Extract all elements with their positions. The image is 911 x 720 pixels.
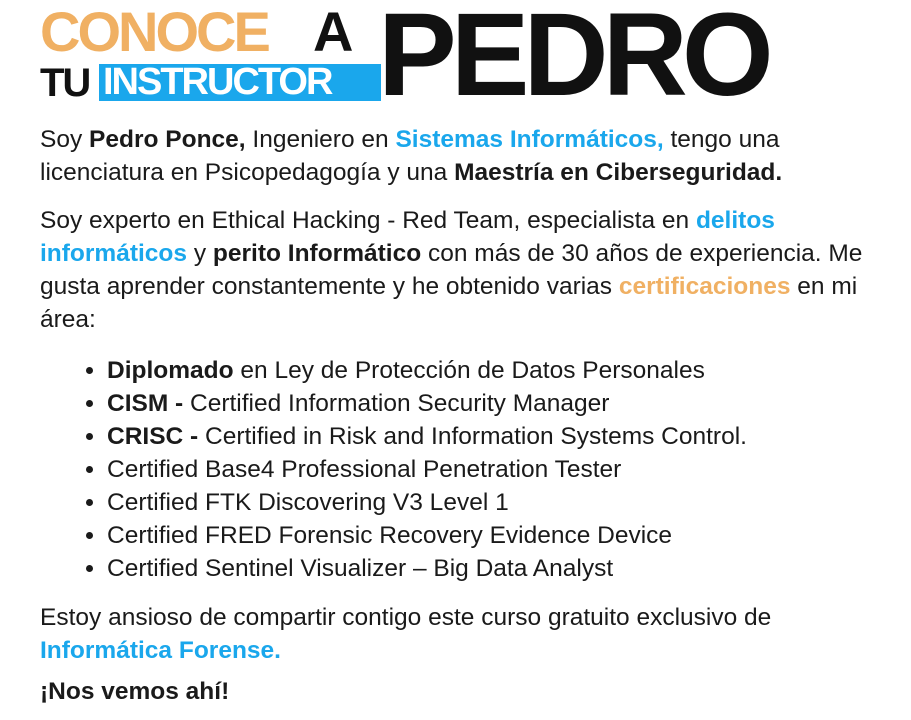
experience-text-2: y	[187, 240, 213, 267]
intro-paragraph	[40, 123, 890, 189]
hero-instructor-banner: INSTRUCTOR	[99, 64, 381, 101]
list-item	[107, 552, 890, 585]
cert-text: Certified in Risk and Information Systems Control.	[198, 423, 747, 450]
hero-a: A	[313, 0, 354, 63]
intro-maestria: Maestría en Ciberseguridad.	[454, 159, 783, 186]
experience-paragraph	[40, 204, 890, 336]
intro-text-1: Soy	[40, 126, 90, 153]
experience-text-1: Soy experto en Ethical Hacking - Red Team, especialista en	[40, 207, 696, 234]
intro-text-3: tengo una licenciatura en Psicopedagogía y una	[40, 126, 780, 186]
certifications-list	[40, 354, 890, 585]
signoff: ¡Nos vemos ahí!	[40, 678, 230, 705]
closing-course: Informática Forense.	[40, 637, 281, 664]
cert-bold: Diplomado	[107, 357, 234, 384]
experience-text-3: con más de 30 años de experiencia. Me gusta aprender constantemente y he obtenido varias	[40, 240, 863, 300]
cert-text: en Ley de Protección de Datos Personales	[233, 357, 705, 384]
closing-text: Estoy ansioso de compartir contigo este curso gratuito exclusivo de	[40, 604, 772, 631]
intro-text-2: Ingeniero en	[245, 126, 396, 153]
list-item	[107, 486, 890, 519]
cert-bold: CISM -	[107, 390, 184, 417]
list-item	[107, 453, 890, 486]
cert-text: Certified FTK Discovering V3 Level 1	[107, 489, 509, 516]
hero-name: PEDRO	[378, 0, 768, 121]
experience-perito: perito Informático	[212, 240, 422, 267]
experience-text-4: en mi área:	[40, 273, 858, 333]
experience-certificaciones: certificaciones	[618, 273, 791, 300]
cert-text: Certified Base4 Professional Penetration Tester	[107, 456, 622, 483]
hero-title	[0, 0, 911, 121]
experience-delitos: delitos informáticos	[40, 207, 775, 267]
bio-content	[40, 123, 890, 708]
closing-paragraph	[40, 601, 890, 667]
list-item	[107, 354, 890, 387]
intro-name: Pedro Ponce,	[89, 126, 246, 153]
hero-conoce: CONOCE	[40, 0, 268, 63]
cert-text: Certified Sentinel Visualizer – Big Data Analyst	[107, 555, 614, 582]
hero-tu: TU	[40, 61, 90, 105]
intro-sistemas: Sistemas Informáticos,	[395, 126, 664, 153]
cert-text: Certified FRED Forensic Recovery Evidence Device	[107, 522, 673, 549]
cert-text: Certified Information Security Manager	[183, 390, 610, 417]
list-item	[107, 387, 890, 420]
cert-bold: CRISC -	[107, 423, 199, 450]
list-item	[107, 420, 890, 453]
list-item	[107, 519, 890, 552]
